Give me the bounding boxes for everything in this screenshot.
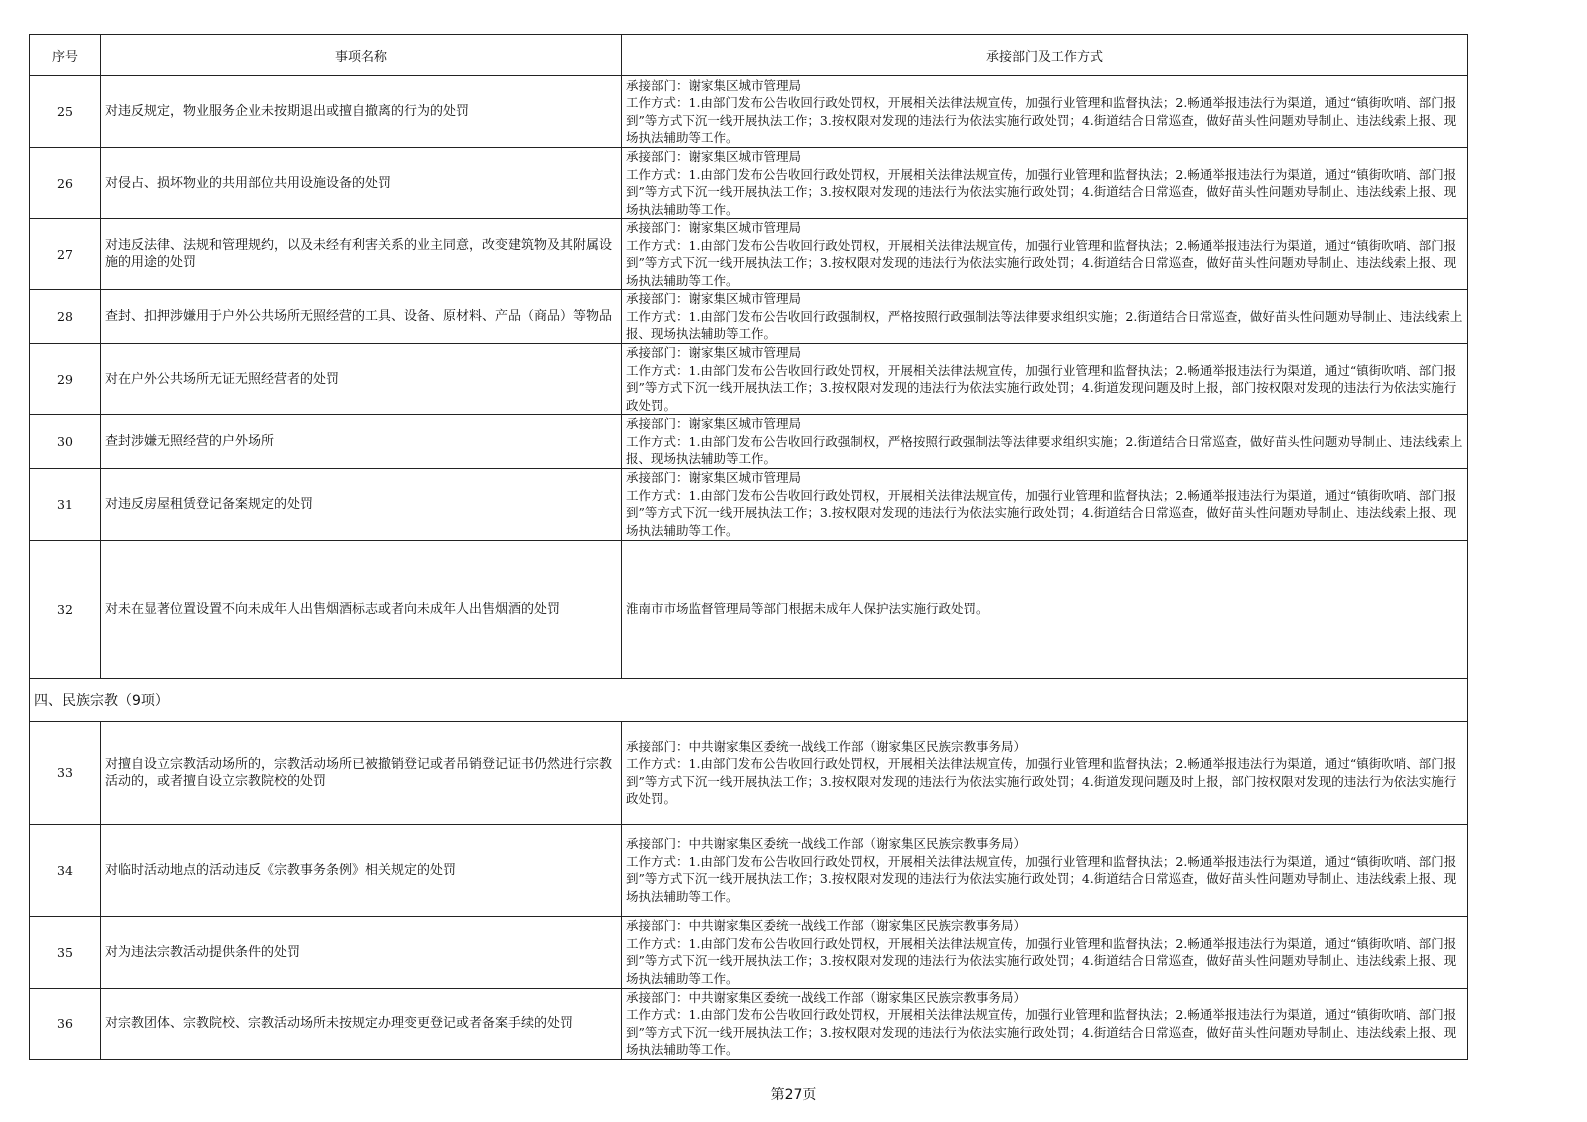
row-number: 32 bbox=[30, 540, 101, 678]
row-number: 28 bbox=[30, 290, 101, 344]
method-line: 工作方式：1.由部门发布公告收回行政处罚权，开展相关法律法规宣传，加强行业管理和监督执法；2.畅通举报违法行为渠道，通过“镇街吹哨、部门报到”等方式下沉一线开展执法工作；3.按权限对发现的违法行为依法实施行政处罚；4.街道结合日常巡查，做好苗头性问题劝导制止、违法线索上报、现场执法辅助等工作。 bbox=[626, 1007, 1457, 1057]
department-line: 承接部门：中共谢家集区委统一战线工作部（谢家集区民族宗教事务局） bbox=[626, 989, 1027, 1005]
table-body-section-header bbox=[30, 678, 1468, 721]
department-line: 承接部门：中共谢家集区委统一战线工作部（谢家集区民族宗教事务局） bbox=[626, 918, 1027, 933]
item-name: 对擅自设立宗教活动场所的，宗教活动场所已被撤销登记或者吊销登记证书仍然进行宗教活动的，或者擅自设立宗教院校的处罚 bbox=[101, 721, 622, 824]
table-row bbox=[30, 916, 1468, 988]
row-number: 36 bbox=[30, 988, 101, 1059]
method-line: 工作方式：1.由部门发布公告收回行政处罚权，开展相关法律法规宣传，加强行业管理和监督执法；2.畅通举报违法行为渠道，通过“镇街吹哨、部门报到”等方式下沉一线开展执法工作；3.按权限对发现的违法行为依法实施行政处罚；4.街道结合日常巡查，做好苗头性问题劝导制止、违法线索上报、现场执法辅助等工作。 bbox=[626, 237, 1457, 288]
item-name: 对宗教团体、宗教院校、宗教活动场所未按规定办理变更登记或者备案手续的处罚 bbox=[101, 988, 622, 1059]
method-line: 工作方式：1.由部门发布公告收回行政处罚权，开展相关法律法规宣传，加强行业管理和监督执法；2.畅通举报违法行为渠道，通过“镇街吹哨、部门报到”等方式下沉一线开展执法工作；3.按权限对发现的违法行为依法实施行政处罚；4.街道结合日常巡查，做好苗头性问题劝导制止、违法线索上报、现场执法辅助等工作。 bbox=[626, 853, 1457, 904]
item-name: 查封涉嫌无照经营的户外场所 bbox=[101, 415, 622, 469]
table-row bbox=[30, 468, 1468, 540]
department-method-cell bbox=[622, 148, 1468, 219]
item-name: 对违反房屋租赁登记备案规定的处罚 bbox=[101, 468, 622, 540]
table-row bbox=[30, 219, 1468, 290]
table-row bbox=[30, 415, 1468, 469]
department-method-cell bbox=[622, 290, 1468, 344]
department-line: 承接部门：谢家集区城市管理局 bbox=[626, 291, 802, 307]
table-row bbox=[30, 290, 1468, 344]
department-line: 承接部门：中共谢家集区委统一战线工作部（谢家集区民族宗教事务局） bbox=[626, 738, 1027, 754]
item-name: 对未在显著位置设置不向未成年人出售烟酒标志或者向未成年人出售烟酒的处罚 bbox=[101, 540, 622, 678]
section-title: 四、民族宗教（9项） bbox=[30, 678, 1468, 721]
method-line: 工作方式：1.由部门发布公告收回行政处罚权，开展相关法律法规宣传，加强行业管理和监督执法；2.畅通举报违法行为渠道，通过“镇街吹哨、部门报到”等方式下沉一线开展执法工作；3.按权限对发现的违法行为依法实施行政处罚；4.街道发现问题及时上报，部门按权限对发现的违法行为依法实施行政处罚。 bbox=[626, 756, 1457, 806]
department-method-cell bbox=[622, 344, 1468, 415]
department-method-cell bbox=[622, 721, 1468, 824]
item-name: 对违反规定，物业服务企业未按期退出或擅自撤离的行为的处罚 bbox=[101, 76, 622, 148]
table-row bbox=[30, 344, 1468, 415]
row-number: 35 bbox=[30, 916, 101, 988]
table-row bbox=[30, 824, 1468, 916]
department-line: 承接部门：谢家集区城市管理局 bbox=[626, 470, 802, 485]
table-body-section-4 bbox=[30, 721, 1468, 1059]
page-number: 第27页 bbox=[770, 1087, 817, 1103]
department-method-cell bbox=[622, 540, 1468, 678]
table-row bbox=[30, 540, 1468, 678]
table-row bbox=[30, 988, 1468, 1059]
method-line: 工作方式：1.由部门发布公告收回行政处罚权，开展相关法律法规宣传，加强行业管理和监督执法；2.畅通举报违法行为渠道，通过“镇街吹哨、部门报到”等方式下沉一线开展执法工作；3.按权限对发现的违法行为依法实施行政处罚；4.街道结合日常巡查，做好苗头性问题劝导制止、违法线索上报、现场执法辅助等工作。 bbox=[626, 935, 1457, 986]
item-name: 查封、扣押涉嫌用于户外公共场所无照经营的工具、设备、原材料、产品（商品）等物品 bbox=[101, 290, 622, 344]
department-method-cell bbox=[622, 76, 1468, 148]
header-number: 序号 bbox=[30, 35, 101, 76]
department-line: 承接部门：谢家集区城市管理局 bbox=[626, 416, 802, 431]
table-row bbox=[30, 721, 1468, 824]
row-number: 29 bbox=[30, 344, 101, 415]
row-number: 34 bbox=[30, 824, 101, 916]
department-line: 承接部门：中共谢家集区委统一战线工作部（谢家集区民族宗教事务局） bbox=[626, 836, 1027, 851]
section-row bbox=[30, 678, 1468, 721]
method-line: 工作方式：1.由部门发布公告收回行政强制权，严格按照行政强制法等法律要求组织实施；2.街道结合日常巡查，做好苗头性问题劝导制止、违法线索上报、现场执法辅助等工作。 bbox=[626, 308, 1463, 342]
department-method-cell bbox=[622, 916, 1468, 988]
department-line: 承接部门：谢家集区城市管理局 bbox=[626, 77, 802, 93]
method-line: 淮南市市场监督管理局等部门根据未成年人保护法实施行政处罚。 bbox=[626, 601, 989, 617]
method-line: 工作方式：1.由部门发布公告收回行政处罚权，开展相关法律法规宣传，加强行业管理和监督执法；2.畅通举报违法行为渠道，通过“镇街吹哨、部门报到”等方式下沉一线开展执法工作；3.按权限对发现的违法行为依法实施行政处罚；4.街道结合日常巡查，做好苗头性问题劝导制止、违法线索上报、现场执法辅助等工作。 bbox=[626, 95, 1457, 145]
department-line: 承接部门：谢家集区城市管理局 bbox=[626, 149, 802, 164]
method-line: 工作方式：1.由部门发布公告收回行政处罚权，开展相关法律法规宣传，加强行业管理和监督执法；2.畅通举报违法行为渠道，通过“镇街吹哨、部门报到”等方式下沉一线开展执法工作；3.按权限对发现的违法行为依法实施行政处罚；4.街道结合日常巡查，做好苗头性问题劝导制止、违法线索上报、现场执法辅助等工作。 bbox=[626, 487, 1457, 538]
table-row bbox=[30, 148, 1468, 219]
department-method-cell bbox=[622, 219, 1468, 290]
method-line: 工作方式：1.由部门发布公告收回行政处罚权，开展相关法律法规宣传，加强行业管理和监督执法；2.畅通举报违法行为渠道，通过“镇街吹哨、部门报到”等方式下沉一线开展执法工作；3.按权限对发现的违法行为依法实施行政处罚；4.街道结合日常巡查，做好苗头性问题劝导制止、违法线索上报、现场执法辅助等工作。 bbox=[626, 166, 1457, 217]
department-method-cell bbox=[622, 824, 1468, 916]
item-name: 对侵占、损坏物业的共用部位共用设施设备的处罚 bbox=[101, 148, 622, 219]
department-method-cell bbox=[622, 468, 1468, 540]
row-number: 33 bbox=[30, 721, 101, 824]
row-number: 26 bbox=[30, 148, 101, 219]
method-line: 工作方式：1.由部门发布公告收回行政处罚权，开展相关法律法规宣传，加强行业管理和监督执法；2.畅通举报违法行为渠道，通过“镇街吹哨、部门报到”等方式下沉一线开展执法工作；3.按权限对发现的违法行为依法实施行政处罚；4.街道发现问题及时上报，部门按权限对发现的违法行为依法实施行政处罚。 bbox=[626, 362, 1457, 413]
row-number: 30 bbox=[30, 415, 101, 469]
item-name: 对临时活动地点的活动违反《宗教事务条例》相关规定的处罚 bbox=[101, 824, 622, 916]
item-name: 对违反法律、法规和管理规约，以及未经有利害关系的业主同意，改变建筑物及其附属设施的用途的处罚 bbox=[101, 219, 622, 290]
method-line: 工作方式：1.由部门发布公告收回行政强制权，严格按照行政强制法等法律要求组织实施；2.街道结合日常巡查，做好苗头性问题劝导制止、违法线索上报、现场执法辅助等工作。 bbox=[626, 433, 1463, 466]
table-body-section-3 bbox=[30, 76, 1468, 679]
department-method-cell bbox=[622, 415, 1468, 469]
department-method-cell bbox=[622, 988, 1468, 1059]
row-number: 31 bbox=[30, 468, 101, 540]
header-department-method: 承接部门及工作方式 bbox=[622, 35, 1468, 76]
document-table bbox=[29, 34, 1468, 1060]
department-line: 承接部门：谢家集区城市管理局 bbox=[626, 220, 802, 235]
item-name: 对在户外公共场所无证无照经营者的处罚 bbox=[101, 344, 622, 415]
item-name: 对为违法宗教活动提供条件的处罚 bbox=[101, 916, 622, 988]
row-number: 27 bbox=[30, 219, 101, 290]
table-row bbox=[30, 76, 1468, 148]
row-number: 25 bbox=[30, 76, 101, 148]
department-line: 承接部门：谢家集区城市管理局 bbox=[626, 345, 802, 360]
header-row bbox=[30, 35, 1468, 76]
header-item-name: 事项名称 bbox=[101, 35, 622, 76]
